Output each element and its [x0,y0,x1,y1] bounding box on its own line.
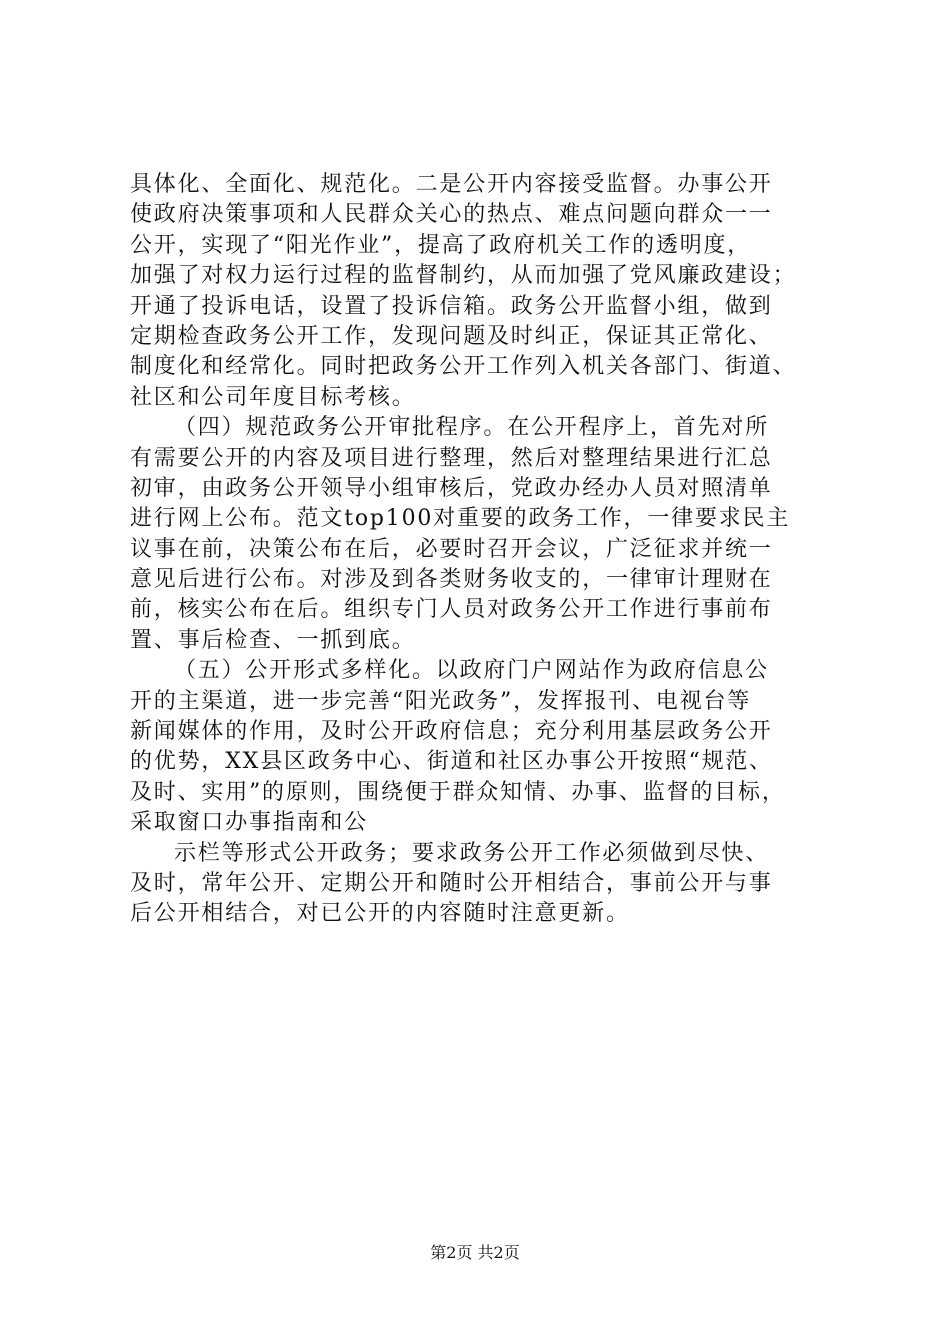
text-line: （四）规范政务公开审批程序。在公开程序上，首先对所 [174,415,770,441]
text-line: 公开，实现了“阳光作业”，提高了政府机关工作的透明度， [130,232,752,258]
text-line: 议事在前，决策公布在后，必要时召开会议，广泛征求并统一 [130,536,773,562]
text-line: 前，核实公布在后。组织专门人员对政务公开工作进行事前布 [130,597,773,623]
text-line: 新闻媒体的作用，及时公开政府信息；充分利用基层政务公开 [130,719,773,745]
text-line: 社区和公司年度目标考核。 [130,384,416,410]
text-line: 及时、实用”的原则，围绕便于群众知情、办事、监督的目标， [130,779,786,805]
page-footer: 第2页 共2页 [430,1243,520,1262]
text-line: 示栏等形式公开政务；要求政务公开工作必须做到尽快、 [174,840,770,866]
text-line: 使政府决策事项和人民群众关心的热点、难点问题向群众一一 [130,202,773,228]
text-line: 开的主渠道，进一步完善“阳光政务”，发挥报刊、电视台等 [130,688,752,714]
text-line: 制度化和经常化。同时把政务公开工作列入机关各部门、街道、 [130,354,797,380]
text-line: 具体化、全面化、规范化。二是公开内容接受监督。办事公开 [130,172,773,197]
text-line: 采取窗口办事指南和公 [130,810,369,836]
text-line: 定期检查政务公开工作，发现问题及时纠正，保证其正常化、 [130,323,773,349]
text-line: 后公开相结合，对已公开的内容随时注意更新。 [130,901,630,927]
text-line: 开通了投诉电话，设置了投诉信箱。政务公开监督小组，做到 [130,293,773,319]
text-line: 及时，常年公开、定期公开和随时公开相结合，事前公开与事 [130,870,773,896]
text-line: 的优势，XX县区政务中心、街道和社区办事公开按照“规范、 [130,749,773,775]
text-line: （五）公开形式多样化。以政府门户网站作为政府信息公 [174,658,770,684]
text-line: 置、事后检查、一抓到底。 [130,627,416,653]
document-body [130,170,830,930]
text-line: 初审，由政务公开领导小组审核后，党政办经办人员对照清单 [130,475,773,501]
text-line: 有需要公开的内容及项目进行整理，然后对整理结果进行汇总 [130,445,773,471]
text-line: 意见后进行公布。对涉及到各类财务收支的，一律审计理财在 [130,567,773,593]
text-line: 进行网上公布。范文top100对重要的政务工作，一律要求民主 [130,506,791,532]
text-line: 加强了对权力运行过程的监督制约，从而加强了党风廉政建设； [130,263,797,289]
